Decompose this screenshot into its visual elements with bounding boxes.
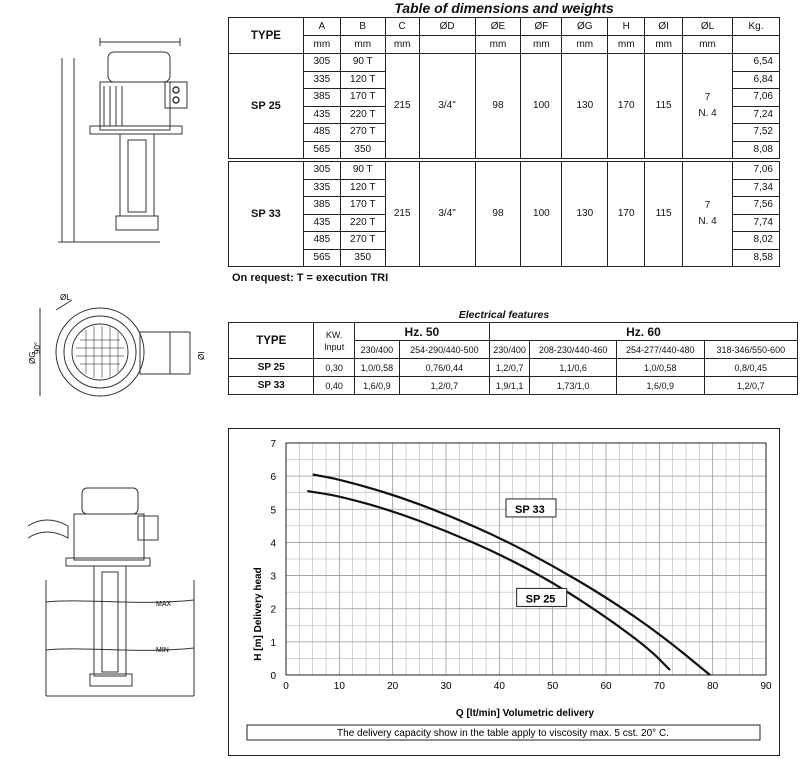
el-value: 1,9/1,1 (489, 377, 529, 395)
dim-unit-e: mm (475, 36, 521, 54)
series-label-1 (517, 588, 567, 606)
el-model: SP 25 (229, 359, 314, 377)
dim-b-value: 270 T (340, 124, 385, 142)
electrical-header-row-1 (229, 323, 798, 341)
el-value: 1,0/0,58 (616, 359, 704, 377)
dim-e-value: 98 (475, 162, 521, 267)
dim-b-value: 350 (340, 141, 385, 159)
dim-unit-kg (733, 36, 780, 54)
dim-header-f: ØF (521, 18, 562, 36)
dim-a-value: 385 (303, 89, 340, 107)
dimensions-title: Table of dimensions and weights (394, 0, 614, 16)
dim-a-value: 335 (303, 179, 340, 197)
dim-a-value: 485 (303, 232, 340, 250)
dim-header-a: A (303, 18, 340, 36)
dim-g-value: 130 (562, 162, 608, 267)
x-tick-label: 20 (387, 681, 399, 692)
dim-label-angle: 90° (33, 341, 42, 354)
dim-b-value: 350 (340, 249, 385, 267)
dim-kg-value: 8,08 (733, 141, 780, 159)
series-label-text: SP 33 (515, 503, 545, 516)
dimensions-body (229, 54, 780, 267)
dim-d-value: 3/4" (419, 54, 475, 159)
el-header-hz60: Hz. 60 (489, 323, 797, 341)
x-tick-label: 30 (440, 681, 452, 692)
y-tick-label: 0 (270, 671, 276, 682)
dim-model: SP 33 (229, 162, 304, 267)
el-header-kw-bottom: Input (324, 341, 345, 352)
electrical-title: Electrical features (458, 309, 550, 321)
el-kw: 0,30 (314, 359, 354, 377)
dim-kg-value: 7,06 (733, 162, 780, 180)
dim-i-value: 115 (645, 162, 683, 267)
dim-e-value: 98 (475, 54, 521, 159)
series-line-sp-25 (307, 491, 670, 670)
el-header-type: TYPE (229, 323, 314, 359)
electrical-row-sp25 (229, 359, 798, 377)
el-model: SP 33 (229, 377, 314, 395)
el-header-kw (314, 323, 354, 359)
dim-a-value: 305 (303, 162, 340, 180)
dim-a-value: 335 (303, 71, 340, 89)
dimensions-row (229, 162, 780, 180)
dim-label-g: ØG (28, 351, 37, 364)
el-kw: 0,40 (314, 377, 354, 395)
dim-a-value: 565 (303, 141, 340, 159)
el-value: 1,73/1,0 (530, 377, 617, 395)
y-tick-label: 6 (270, 472, 276, 484)
el-value: 1,2/0,7 (704, 377, 797, 395)
dim-a-value: 565 (303, 249, 340, 267)
y-tick-label: 3 (270, 571, 276, 583)
dim-model: SP 25 (229, 54, 304, 159)
x-tick-label: 60 (600, 681, 612, 692)
dim-kg-value: 6,54 (733, 54, 780, 72)
dim-a-value: 435 (303, 106, 340, 124)
el-header-kw-top: KW. (325, 329, 343, 340)
el-voltage: 230/400 (354, 341, 399, 359)
dim-unit-i: mm (645, 36, 683, 54)
dim-label-l: ØL (60, 293, 71, 302)
dim-header-type: TYPE (229, 18, 304, 54)
dim-l-value (683, 162, 733, 267)
el-voltage: 230/400 (489, 341, 529, 359)
dim-l-top: 7 (704, 200, 711, 211)
dim-l-bottom: N. 4 (698, 108, 717, 119)
dim-label-i: ØI (197, 351, 206, 360)
dim-header-kg: Kg. (733, 18, 780, 36)
dim-b-value: 220 T (340, 214, 385, 232)
dim-header-b: B (340, 18, 385, 36)
dim-l-bottom: N. 4 (698, 216, 717, 227)
x-tick-label: 70 (653, 681, 665, 692)
dim-a-value: 305 (303, 54, 340, 72)
dimensions-header-units (229, 36, 780, 54)
dim-b-value: 90 T (340, 54, 385, 72)
dim-header-i: ØI (645, 18, 683, 36)
x-tick-label: 40 (493, 681, 505, 692)
dim-l-value (683, 54, 733, 159)
dim-b-value: 270 T (340, 232, 385, 250)
dim-b-value: 120 T (340, 71, 385, 89)
dimensions-row (229, 54, 780, 72)
dim-header-d: ØD (419, 18, 475, 36)
dim-b-value: 120 T (340, 179, 385, 197)
dim-unit-g: mm (562, 36, 608, 54)
el-voltage: 318-346/550-600 (704, 341, 797, 359)
dim-l-top: 7 (704, 92, 711, 103)
pump-curve-chart (228, 428, 780, 756)
dim-a-value: 385 (303, 197, 340, 215)
y-tick-label: 2 (270, 604, 276, 616)
dim-b-value: 90 T (340, 162, 385, 180)
dim-b-value: 170 T (340, 89, 385, 107)
x-tick-label: 10 (333, 681, 345, 692)
tank-label-max: MAX (156, 601, 172, 608)
dim-header-c: C (385, 18, 419, 36)
x-tick-label: 90 (760, 681, 772, 692)
y-tick-label: 4 (270, 538, 276, 550)
series-label-text: SP 25 (525, 593, 556, 606)
dim-f-value: 100 (521, 162, 562, 267)
chart-footnote: The delivery capacity show in the table apply to viscosity max. 5 cst. 20° C. (337, 728, 669, 739)
dim-unit-a: mm (303, 36, 340, 54)
dim-a-value: 485 (303, 124, 340, 142)
dim-header-h: H (608, 18, 645, 36)
el-value: 1,6/0,9 (616, 377, 704, 395)
el-header-hz50: Hz. 50 (354, 323, 489, 341)
dim-unit-l: mm (683, 36, 733, 54)
dim-b-value: 220 T (340, 106, 385, 124)
dim-header-l: ØL (683, 18, 733, 36)
pump-top-drawing (20, 290, 220, 415)
series-label-0 (506, 499, 556, 517)
dim-kg-value: 7,06 (733, 89, 780, 107)
dim-kg-value: 8,02 (733, 232, 780, 250)
dim-h-value: 170 (608, 54, 645, 159)
el-voltage: 254-290/440-500 (399, 341, 489, 359)
dim-c-value: 215 (385, 162, 419, 267)
tank-label-min: MIN (156, 647, 169, 654)
electrical-row-sp33 (229, 377, 798, 395)
pump-tank-drawing (20, 482, 220, 712)
dim-c-value: 215 (385, 54, 419, 159)
el-voltage: 208-230/440-460 (530, 341, 617, 359)
el-value: 1,2/0,7 (489, 359, 529, 377)
dim-header-g: ØG (562, 18, 608, 36)
electrical-table (228, 322, 798, 395)
el-value: 1,0/0,58 (354, 359, 399, 377)
el-value: 1,2/0,7 (399, 377, 489, 395)
x-tick-label: 80 (707, 681, 719, 692)
dim-kg-value: 8,58 (733, 249, 780, 267)
chart-ylabel: H [m] Delivery head (253, 567, 264, 661)
dim-a-value: 435 (303, 214, 340, 232)
dim-kg-value: 7,34 (733, 179, 780, 197)
x-tick-label: 50 (547, 681, 559, 692)
dim-i-value: 115 (645, 54, 683, 159)
dim-kg-value: 6,84 (733, 71, 780, 89)
el-value: 0,76/0,44 (399, 359, 489, 377)
dim-b-value: 170 T (340, 197, 385, 215)
dim-d-value: 3/4" (419, 162, 475, 267)
dim-unit-c: mm (385, 36, 419, 54)
dim-unit-f: mm (521, 36, 562, 54)
chart-xlabel: Q [lt/min] Volumetric delivery (455, 708, 595, 719)
dim-unit-b: mm (340, 36, 385, 54)
el-value: 1,6/0,9 (354, 377, 399, 395)
dim-kg-value: 7,52 (733, 124, 780, 142)
x-tick-label: 0 (283, 681, 289, 692)
y-tick-label: 5 (270, 505, 276, 517)
dim-header-e: ØE (475, 18, 521, 36)
pump-side-drawing (40, 30, 200, 255)
dim-unit-h: mm (608, 36, 645, 54)
dim-kg-value: 7,24 (733, 106, 780, 124)
el-value: 0,8/0,45 (704, 359, 797, 377)
dim-g-value: 130 (562, 54, 608, 159)
dim-kg-value: 7,74 (733, 214, 780, 232)
y-tick-label: 1 (270, 637, 276, 649)
dimensions-header-names (229, 18, 780, 36)
dim-unit-d (419, 36, 475, 54)
dimensions-note: On request: T = execution TRI (232, 272, 389, 284)
el-voltage: 254-277/440-480 (616, 341, 704, 359)
dim-kg-value: 7,56 (733, 197, 780, 215)
el-value: 1,1/0,6 (530, 359, 617, 377)
dimensions-table (228, 17, 780, 267)
dim-f-value: 100 (521, 54, 562, 159)
dim-h-value: 170 (608, 162, 645, 267)
y-tick-label: 7 (270, 439, 276, 450)
